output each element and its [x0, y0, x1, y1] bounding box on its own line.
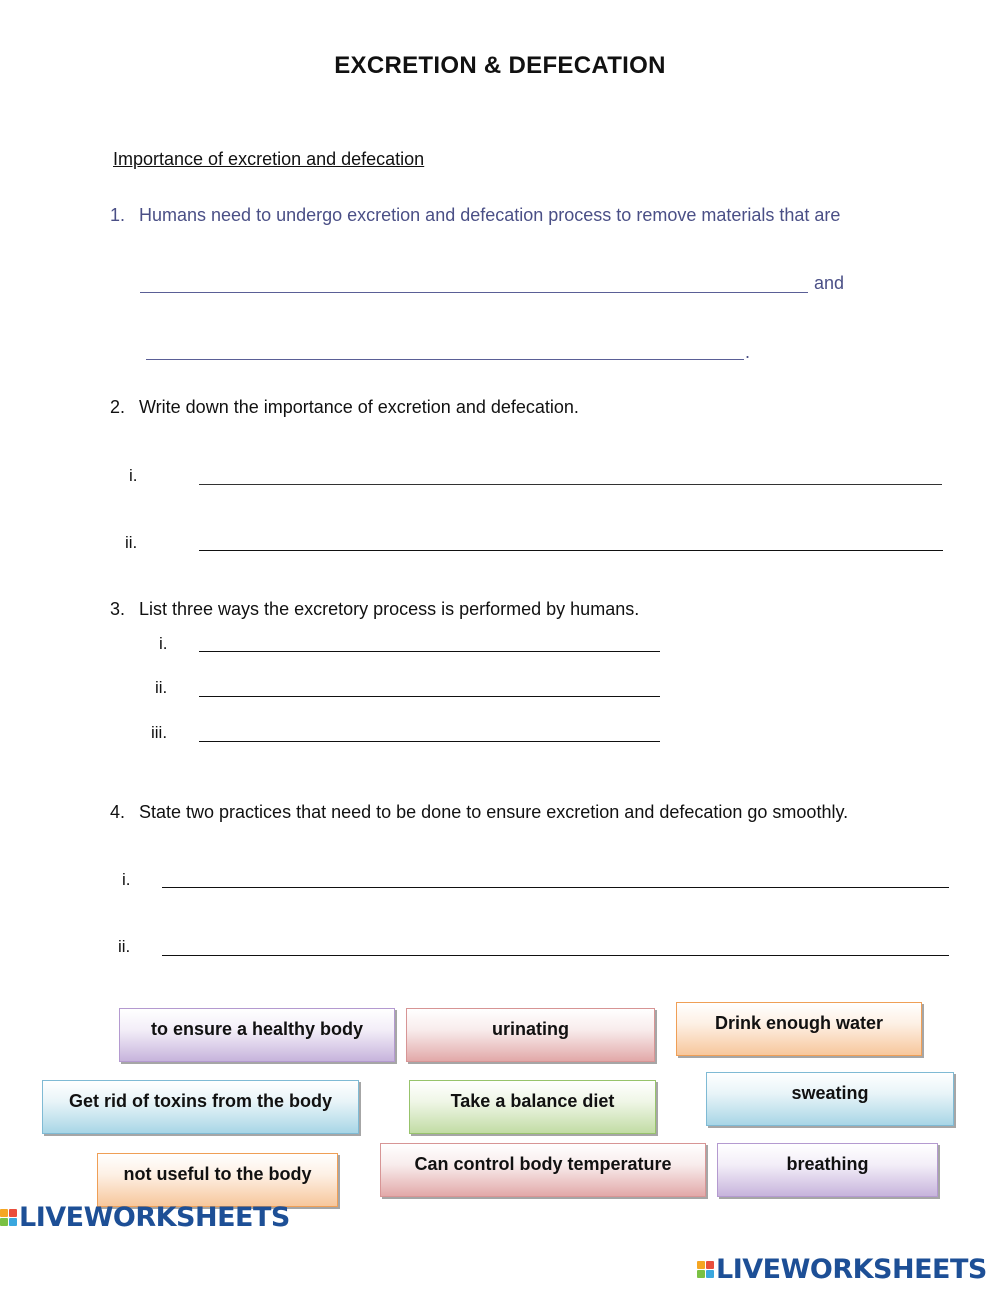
question-2 — [110, 397, 579, 418]
logo-icon — [0, 1209, 17, 1226]
item-label: ii. — [125, 533, 138, 552]
answer-chip[interactable]: Can control body temperature — [380, 1143, 706, 1197]
answer-chip[interactable]: Drink enough water — [676, 1002, 922, 1056]
item-label: i. — [129, 466, 138, 485]
question-number: 2. — [110, 397, 126, 417]
question-1 — [110, 205, 840, 226]
conjunction-text: and — [814, 273, 845, 293]
question-number: 4. — [110, 802, 126, 822]
answer-line-2i[interactable] — [199, 484, 942, 485]
logo-icon — [697, 1261, 714, 1278]
liveworksheets-logo: LIVEWORKSHEETS — [0, 1202, 290, 1233]
item-label: ii. — [118, 937, 131, 956]
answer-line-4i[interactable] — [162, 887, 949, 888]
answer-chip[interactable]: not useful to the body — [97, 1153, 338, 1207]
answer-blank-1a[interactable] — [140, 292, 808, 293]
answer-chip[interactable]: to ensure a healthy body — [119, 1008, 395, 1062]
answer-chip[interactable]: breathing — [717, 1143, 938, 1197]
liveworksheets-logo: LIVEWORKSHEETS — [697, 1254, 987, 1285]
question-text: List three ways the excretory process is performed by humans. — [139, 599, 640, 619]
question-number: 1. — [110, 205, 126, 225]
question-text: Write down the importance of excretion and defecation. — [139, 397, 579, 417]
answer-line-3iii[interactable] — [199, 741, 660, 742]
answer-chip[interactable]: urinating — [406, 1008, 655, 1062]
question-text: Humans need to undergo excretion and defecation process to remove materials that are — [139, 205, 841, 225]
item-label: iii. — [151, 723, 168, 742]
question-4 — [110, 802, 848, 823]
answer-blank-1b[interactable] — [146, 359, 744, 360]
answer-line-3i[interactable] — [199, 651, 660, 652]
section-heading: Importance of excretion and defecation — [113, 149, 425, 169]
question-text: State two practices that need to be done to ensure excretion and defecation go smoothly. — [139, 802, 849, 822]
item-label: i. — [159, 634, 168, 653]
item-label: i. — [122, 870, 131, 889]
answer-line-4ii[interactable] — [162, 955, 949, 956]
answer-line-3ii[interactable] — [199, 696, 660, 697]
answer-line-2ii[interactable] — [199, 550, 943, 551]
page-title: EXCRETION & DEFECATION — [334, 52, 666, 79]
sentence-end: . — [745, 342, 751, 362]
answer-chip[interactable]: Take a balance diet — [409, 1080, 656, 1134]
answer-chip[interactable]: Get rid of toxins from the body — [42, 1080, 359, 1134]
question-number: 3. — [110, 599, 126, 619]
question-3 — [110, 599, 639, 620]
answer-chip[interactable]: sweating — [706, 1072, 954, 1126]
item-label: ii. — [155, 678, 168, 697]
